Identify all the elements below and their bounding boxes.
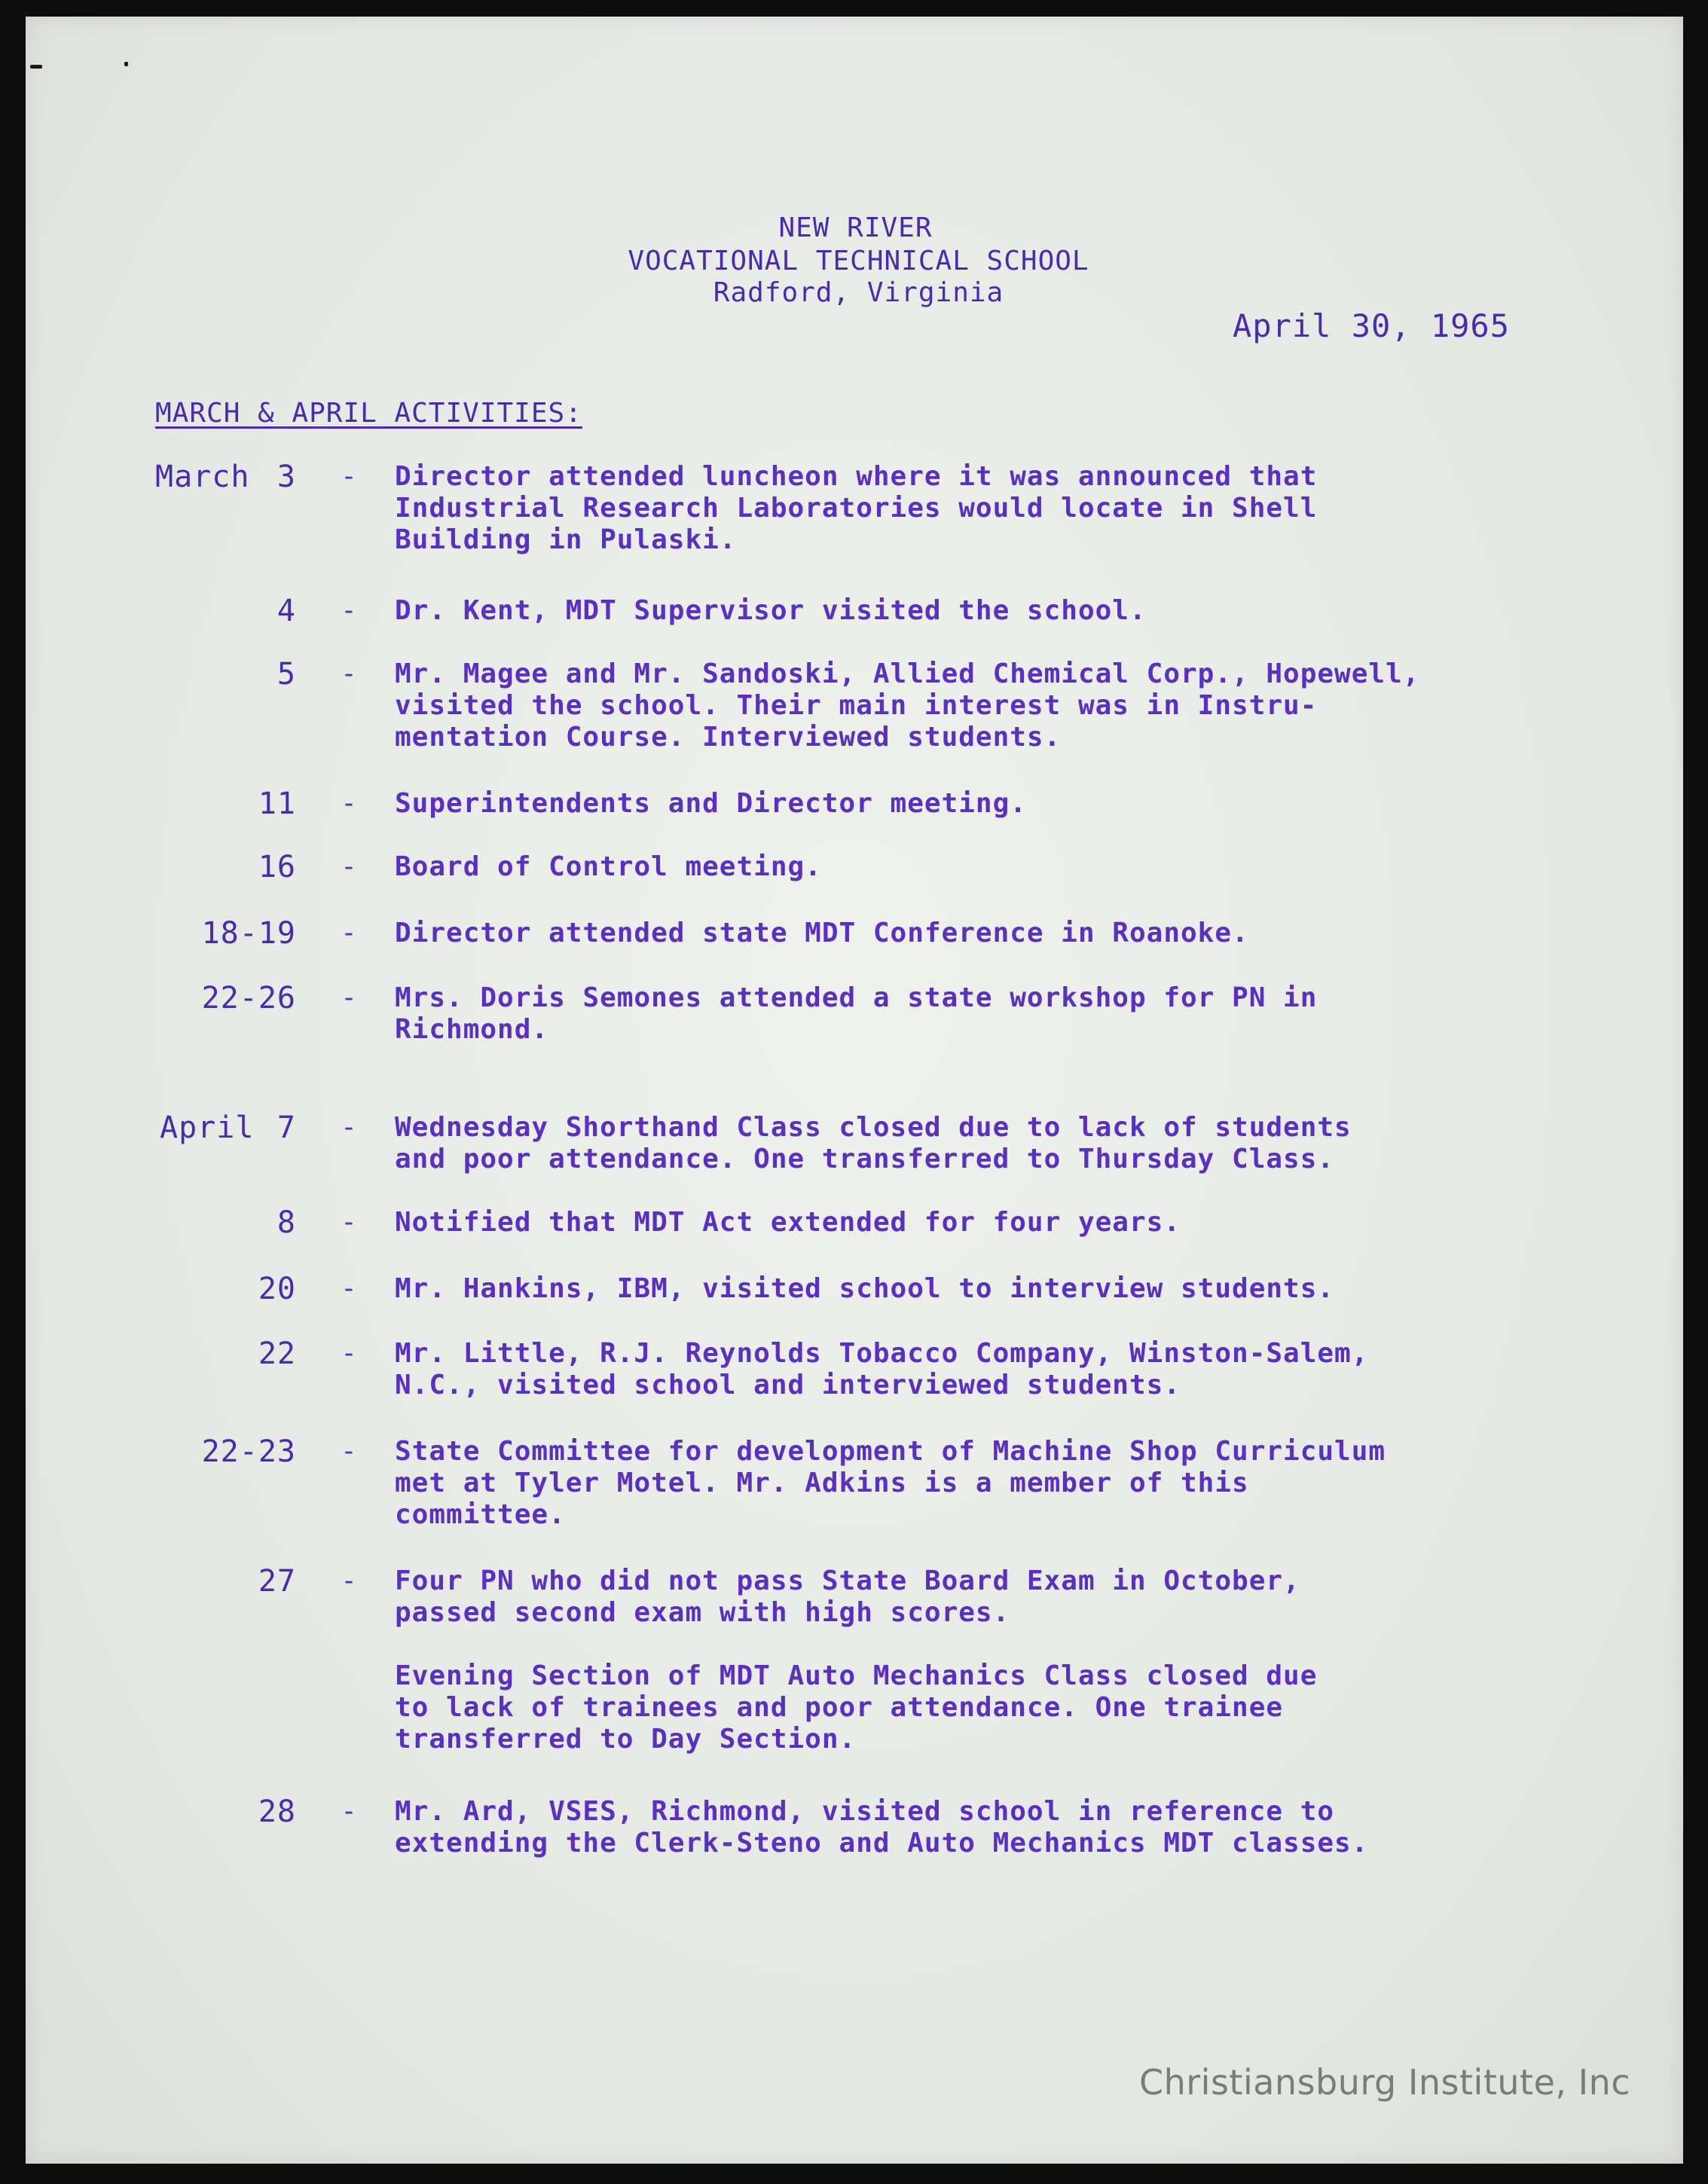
entry-text: State Committee for development of Machine Shop Curriculum met at Tyler Motel. Mr. Adkins is a member of this committee. — [395, 1436, 1386, 1530]
entry-dash: - — [341, 1112, 357, 1143]
school-name-line1: NEW RIVER — [778, 212, 933, 243]
entry-day: 28 — [258, 1795, 296, 1829]
entry-dash: - — [341, 1565, 357, 1596]
school-name-line2: VOCATIONAL TECHNICAL SCHOOL — [628, 246, 1089, 276]
entry-text: Mr. Hankins, IBM, visited school to interview students. — [395, 1273, 1335, 1304]
entry-day: 18-19 — [201, 916, 296, 951]
entry-dash: - — [341, 851, 357, 882]
entry-day: 27 — [258, 1564, 296, 1599]
entry-day: 5 — [277, 657, 296, 692]
entry-dash: - — [341, 658, 357, 689]
entry-text: Notified that MDT Act extended for four years. — [395, 1207, 1181, 1238]
entry-dash: - — [341, 918, 357, 948]
entry-day: 4 — [277, 594, 296, 628]
entry-month: March — [155, 460, 250, 494]
entry-day: 22-23 — [201, 1434, 296, 1469]
entry-text: Dr. Kent, MDT Supervisor visited the school. — [395, 595, 1147, 626]
entry-text: Director attended state MDT Conference in Roanoke. — [395, 918, 1249, 948]
entry-dash: - — [341, 1207, 357, 1238]
entry-month: April — [160, 1110, 255, 1145]
entry-dash: - — [341, 1273, 357, 1304]
entry-text: Board of Control meeting. — [395, 851, 822, 882]
entry-text: Mr. Little, R.J. Reynolds Tobacco Company, Winston-Salem, N.C., visited school and interviewed students. — [395, 1338, 1369, 1401]
entry-text: Mr. Magee and Mr. Sandoski, Allied Chemical Corp., Hopewell, visited the school. Their main interest was in Instru- mentation Course. Interviewed students. — [395, 658, 1420, 753]
entry-day: 7 — [277, 1110, 296, 1145]
entry-dash: - — [341, 595, 357, 626]
entry-text: Mrs. Doris Semones attended a state workshop for PN in Richmond. — [395, 982, 1318, 1045]
entry-text: Superintendents and Director meeting. — [395, 788, 1027, 819]
school-location: Radford, Virginia — [713, 277, 1004, 308]
entry-day: 22-26 — [201, 981, 296, 1016]
entry-day: 3 — [277, 460, 296, 494]
entry-day: 8 — [277, 1205, 296, 1240]
ink-speck-small — [124, 62, 128, 66]
document-date: April 30, 1965 — [1233, 307, 1511, 344]
ink-speck — [30, 65, 42, 69]
entry-dash: - — [341, 982, 357, 1013]
entry-day: 16 — [258, 850, 296, 884]
entry-dash: - — [341, 1796, 357, 1827]
entry-dash: - — [341, 1436, 357, 1467]
entry-day: 22 — [258, 1336, 296, 1371]
archive-watermark: Christiansburg Institute, Inc — [1139, 2062, 1631, 2103]
entry-text: Wednesday Shorthand Class closed due to lack of students and poor attendance. One transferred to Thursday Class. — [395, 1112, 1352, 1174]
entry-day: 11 — [258, 787, 296, 821]
entry-dash: - — [341, 1338, 357, 1369]
entry-day: 20 — [258, 1272, 296, 1306]
entry-text: Director attended luncheon where it was announced that Industrial Research Laboratories would locate in Shell Building in Pulaski. — [395, 461, 1318, 555]
entry-text: Four PN who did not pass State Board Exam in October, passed second exam with high scores. Evening Section of MDT Auto Mechanics Class closed due to lack of trainees and poor attendance. One trainee transferred to Day Section. — [395, 1565, 1318, 1755]
section-title: MARCH & APRIL ACTIVITIES: — [155, 398, 582, 429]
entry-text: Mr. Ard, VSES, Richmond, visited school in reference to extending the Clerk-Steno and Auto Mechanics MDT classes. — [395, 1796, 1369, 1859]
entry-dash: - — [341, 788, 357, 819]
entry-dash: - — [341, 461, 357, 492]
